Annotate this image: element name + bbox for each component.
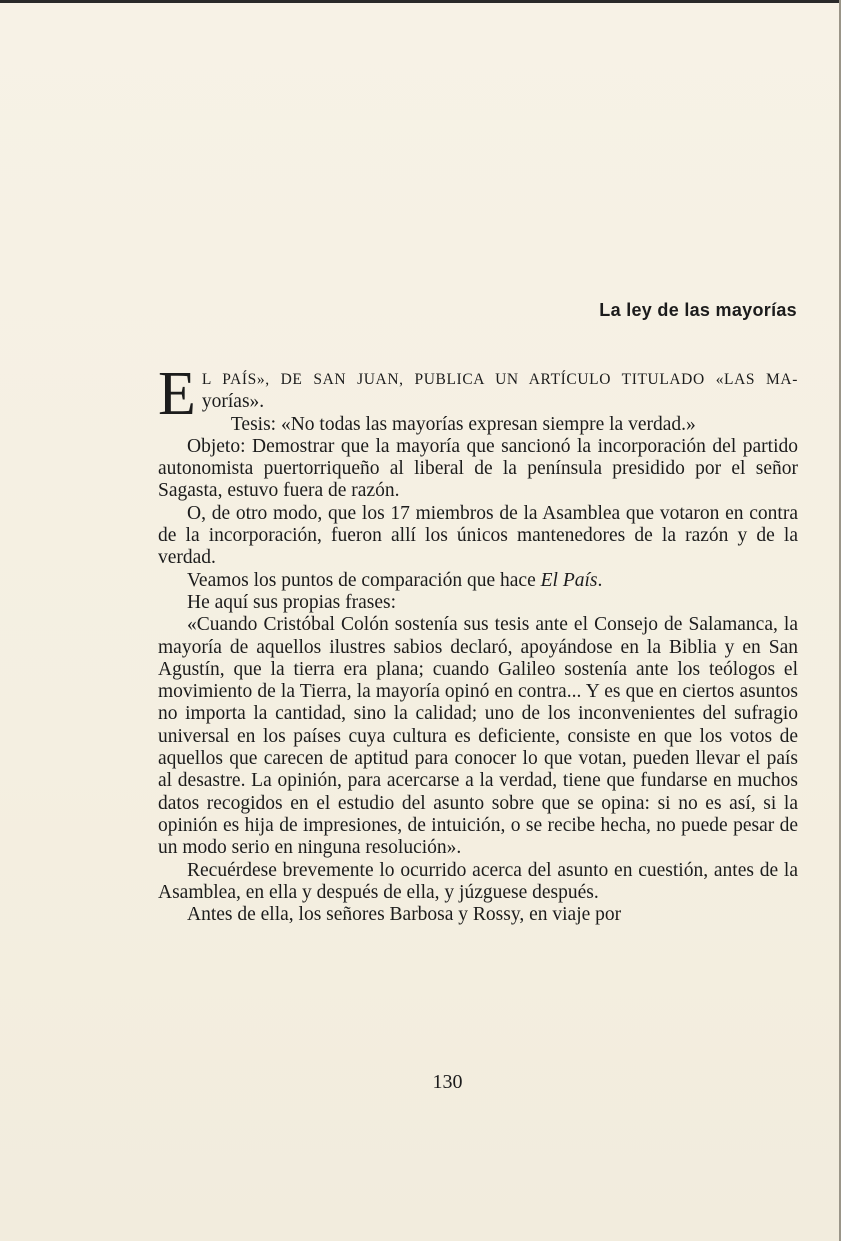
- comparison-end: .: [597, 569, 603, 591]
- paragraph-quote: «Cuando Cristóbal Colón sostenía sus tesis ante el Consejo de Salamanca, la mayoría de aquellos ilustres sabios declaró, apoyándose en la Biblia y en San Agustín, que la tierra era plana; cuando Galileo sostenía ante los teólogos el movimiento de la Tierra, la mayoría opinó en contra... Y es que en ciertos asuntos no importa la cantidad, sino la calidad; uno de los inconvenientes del sufragio universal en los países cuya cultura es deficiente, consiste en que los votos de aquellos que carecen de aptitud para conocer lo que votan, pueden llevar el país al desastre. La opinión, para acercarse a la verdad, tiene que fundarse en muchos datos recogidos en el estudio del asunto sobre que se opina: si no es así, si la opinión es hija de impresiones, de intuición, o se recibe hecha, no puede pesar de un modo serio en ninguna resolución».: [158, 614, 798, 859]
- top-edge-rule: [0, 0, 841, 3]
- opening-rest: yorías».: [201, 391, 265, 413]
- article-body: [158, 360, 798, 926]
- newspaper-name: El País: [540, 569, 598, 591]
- paragraph-frases: He aquí sus propias frases:: [187, 591, 397, 613]
- paragraph-otro-modo: O, de otro modo, que los 17 miembros de la Asamblea que votaron en contra de la incorporación, fueron allí los únicos mantenedores de la razón y de la verdad.: [158, 502, 798, 569]
- paragraph-comparacion: [158, 570, 798, 592]
- paragraph-antes: Antes de ella, los señores Barbosa y Rossy, en viaje por: [187, 904, 622, 926]
- opening-smallcaps: L PAÍS», DE SAN JUAN, PUBLICA UN ARTÍCULO TITULADO «LAS MA-: [201, 371, 798, 388]
- paragraph-objeto: Objeto: Demostrar que la mayoría que sancionó la incorporación del partido autonomista puertorriqueño al liberal de la península presidido por el señor Sagasta, estuvo fuera de razón.: [158, 435, 798, 502]
- page-number: 130: [432, 1071, 463, 1093]
- comparison-lead: Veamos los puntos de comparación que hace: [187, 569, 541, 591]
- chapter-title: La ley de las mayorías: [599, 300, 797, 320]
- drop-cap: E: [158, 360, 196, 428]
- paragraph-recuerdese: Recuérdese brevemente lo ocurrido acerca del asunto en cuestión, antes de la Asamblea, en ella y después de ella, y júzguese después.: [158, 859, 798, 903]
- paragraph-tesis: Tesis: «No todas las mayorías expresan siempre la verdad.»: [230, 413, 696, 435]
